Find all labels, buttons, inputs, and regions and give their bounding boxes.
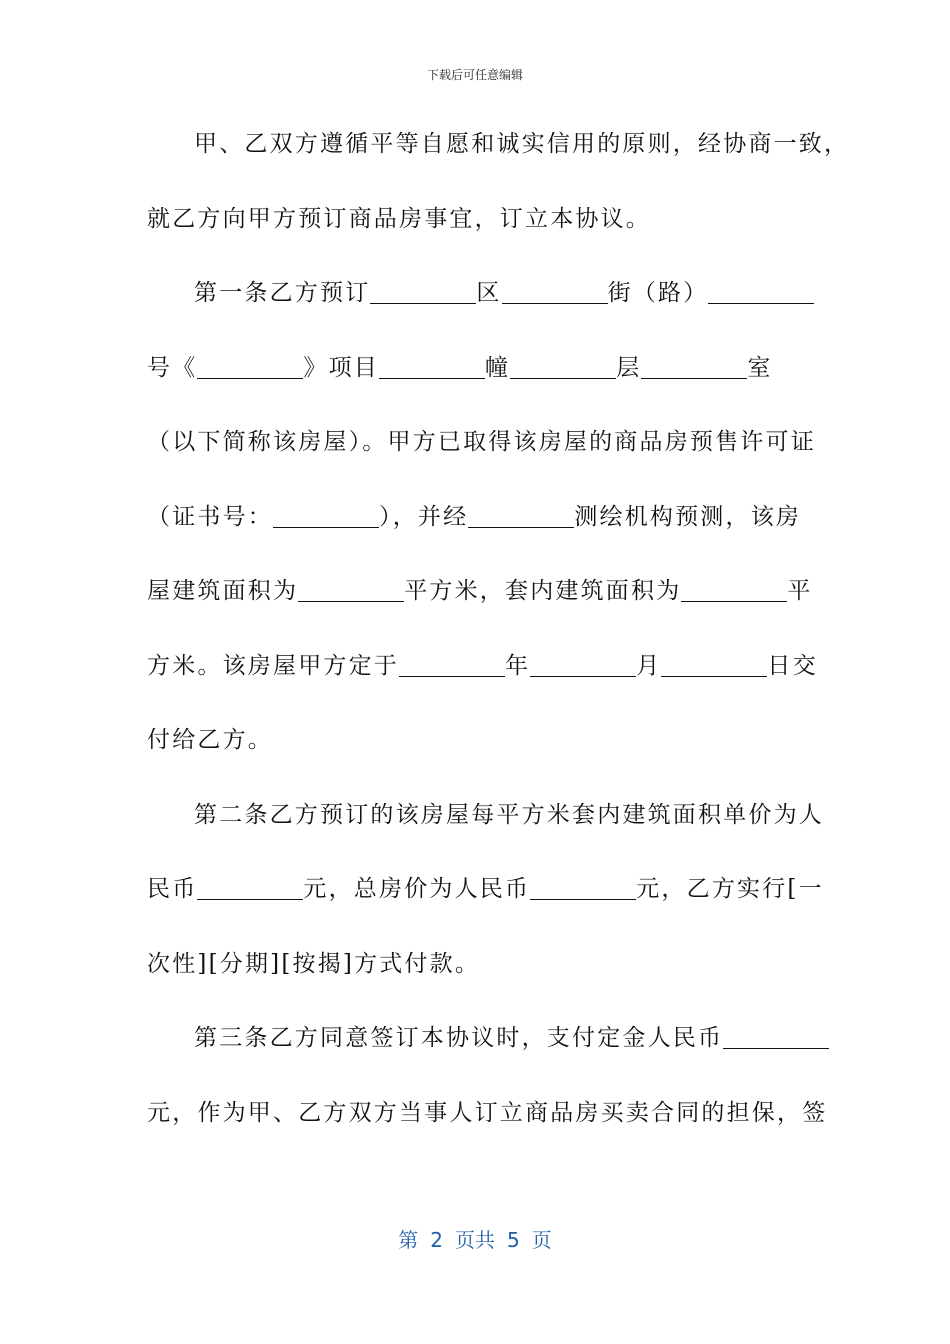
blank-field [530,875,636,900]
text-segment: ），并经 [379,503,469,530]
paragraph-line: 就乙方向甲方预订商品房事宜，订立本协议。 [147,205,651,232]
text-segment: 日交 [767,652,818,679]
current-page-number: 2 [430,1228,443,1252]
paragraph-line [147,869,824,944]
footer-text: 页共 [455,1228,495,1252]
paragraph-line: 元，作为甲、乙方双方当事人订立商品房买卖合同的担保，签 [147,1099,828,1126]
paragraph-line [147,273,807,348]
total-page-count: 5 [507,1228,520,1252]
paragraph-line: 次性][分期][按揭]方式付款。 [147,950,481,977]
text-segment: 室 [747,354,773,381]
text-segment: 民币 [147,876,198,902]
blank-field [502,279,608,304]
blank-field [723,1024,829,1049]
text-segment: 街（路） [607,280,709,306]
footer-text: 页 [531,1228,552,1252]
paragraph-line [147,571,813,646]
blank-field [681,577,787,602]
blank-field [530,652,636,677]
text-segment: 月 [636,652,662,679]
footer-text: 第 [398,1228,419,1252]
text-segment: 元，总房价为人民币 [303,876,531,902]
text-segment: （证书号： [147,503,273,530]
paragraph-line [147,646,818,721]
blank-field [197,354,303,379]
page-header: 下载后可任意编辑 [426,68,523,82]
paragraph-line: 第二条乙方预订的该房屋每平方米套内建筑面积单价为人 [194,801,824,828]
blank-field [468,503,574,528]
text-segment: 幢 [485,354,511,381]
text-segment: 》项目 [303,354,380,381]
text-segment: 元，乙方实行[一 [636,876,824,902]
paragraph-line: 甲、乙双方遵循平等自愿和诚实信用的原则，经协商一致， [194,131,850,157]
text-segment: 平方米，套内建筑面积为 [404,578,682,604]
text-segment: 第三条乙方同意签订本协议时，支付定金人民币 [194,1025,724,1051]
text-segment: 方米。该房屋甲方定于 [147,652,399,679]
paragraph-line: （以下简称该房屋）。甲方已取得该房屋的商品房预售许可证 [147,429,816,455]
blank-field [273,503,379,528]
blank-field [641,354,747,379]
paragraph-line [147,1018,807,1093]
blank-field [399,652,505,677]
text-segment: 年 [505,652,531,679]
text-segment: 区 [476,280,502,306]
blank-field [661,652,767,677]
document-body [147,124,850,1167]
paragraph-line: 付给乙方。 [147,727,273,753]
blank-field [197,875,303,900]
text-segment: 屋建筑面积为 [147,578,299,604]
blank-field [379,354,485,379]
blank-field [370,279,476,304]
paragraph-line [147,348,807,423]
blank-field [510,354,616,379]
text-segment: 层 [616,354,642,381]
blank-field [298,577,404,602]
text-segment: 平 [787,578,813,604]
paragraph-line [147,497,807,572]
page-footer [0,1224,950,1253]
text-segment: 测绘机构预测，该房 [574,503,802,530]
text-segment: 号《 [147,354,198,381]
text-segment: 第一条乙方预订 [194,280,371,306]
blank-field [708,279,814,304]
